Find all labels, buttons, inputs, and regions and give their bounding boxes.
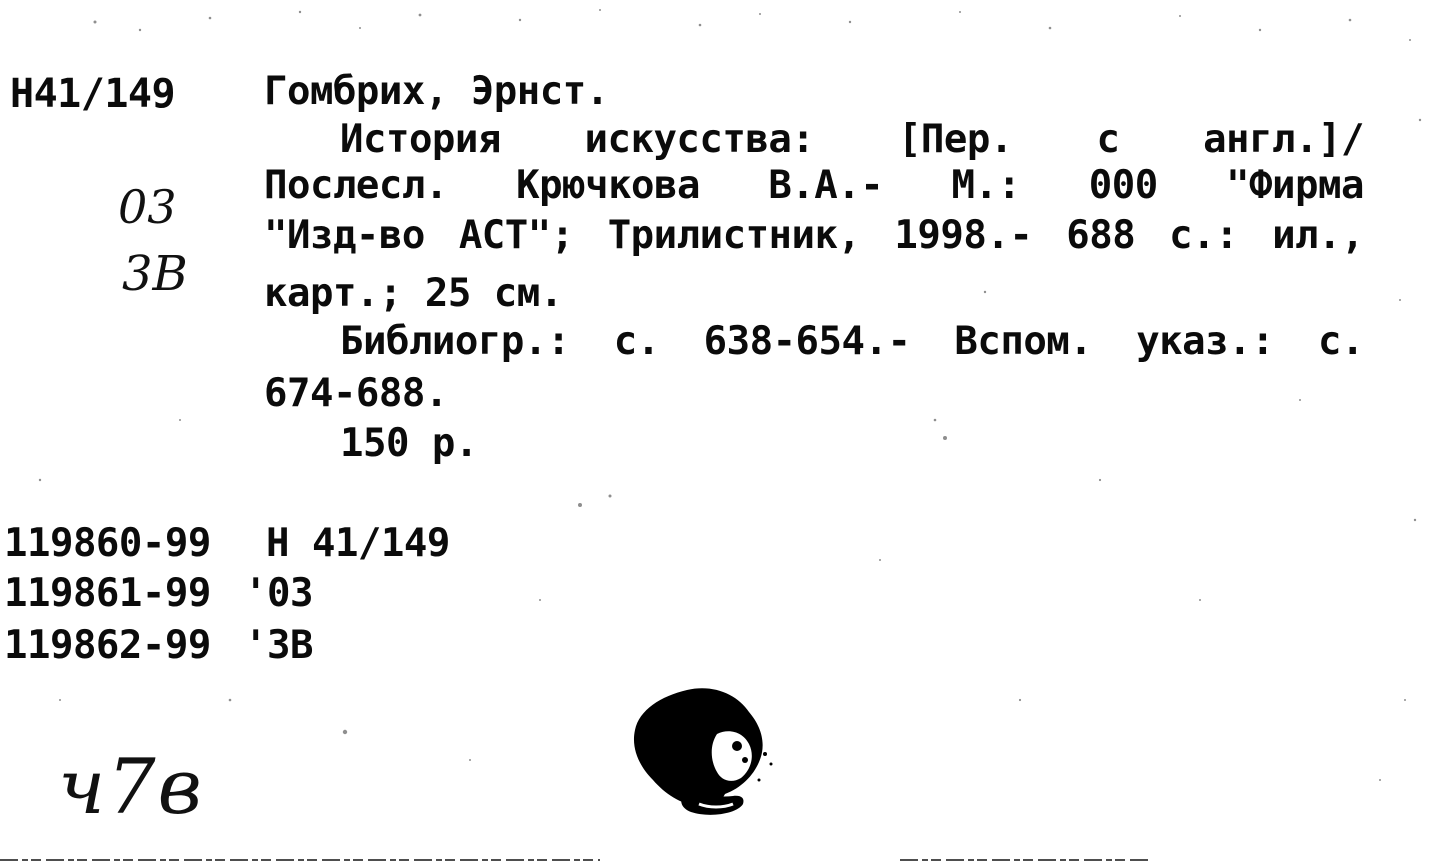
word: "Фирма — [1226, 163, 1364, 208]
word: 638-654.- — [703, 319, 911, 364]
author-heading: Гомбрих, Эрнст. — [264, 69, 609, 114]
title-line — [340, 114, 1364, 166]
word: с — [1096, 117, 1120, 162]
word: искусства: — [584, 117, 815, 162]
scan-edge — [0, 856, 1434, 866]
inventory-number: 119861-99 — [4, 571, 211, 616]
library-stamp — [625, 684, 785, 824]
word: "Изд-во — [264, 213, 425, 258]
word: Вспом. — [954, 319, 1093, 364]
word: Крючкова — [516, 163, 700, 208]
word: [Пер. — [897, 117, 1013, 162]
inventory-location: '3В — [244, 623, 313, 668]
word: Библиогр.: — [340, 319, 570, 364]
word: М.: — [951, 163, 1021, 208]
handwritten-note: ч7в — [58, 742, 204, 831]
notes-line-2: 674-688. — [264, 371, 448, 416]
word: с. — [1318, 319, 1364, 364]
word: с.: — [1169, 213, 1239, 258]
word: Трилистник, — [607, 213, 861, 258]
description-line-3 — [264, 210, 1364, 262]
inventory-number: 119862-99 — [4, 623, 211, 668]
inventory-location: Н 41/149 — [266, 521, 450, 566]
word: История — [340, 117, 501, 162]
price: 150 р. — [340, 421, 478, 466]
inventory-location: '03 — [244, 571, 313, 616]
handwritten-code-2: 3В — [122, 246, 188, 302]
word: 1998.- — [894, 213, 1033, 258]
word: с. — [613, 319, 660, 364]
word: В.А.- — [768, 163, 884, 208]
word: 000 — [1088, 163, 1158, 208]
inventory-number: 119860-99 — [4, 521, 211, 566]
notes-line-1 — [340, 316, 1364, 368]
word: ил., — [1272, 213, 1364, 258]
handwritten-code-1: 03 — [118, 180, 177, 234]
word: 688 — [1066, 213, 1136, 258]
word: Послесл. — [264, 163, 448, 208]
description-line-4: карт.; 25 см. — [264, 271, 563, 316]
word: АСТ"; — [458, 213, 574, 258]
word: англ.]/ — [1203, 117, 1364, 162]
shelfmark: Н41/149 — [10, 71, 176, 117]
description-line-2 — [264, 160, 1364, 212]
word: указ.: — [1136, 319, 1275, 364]
